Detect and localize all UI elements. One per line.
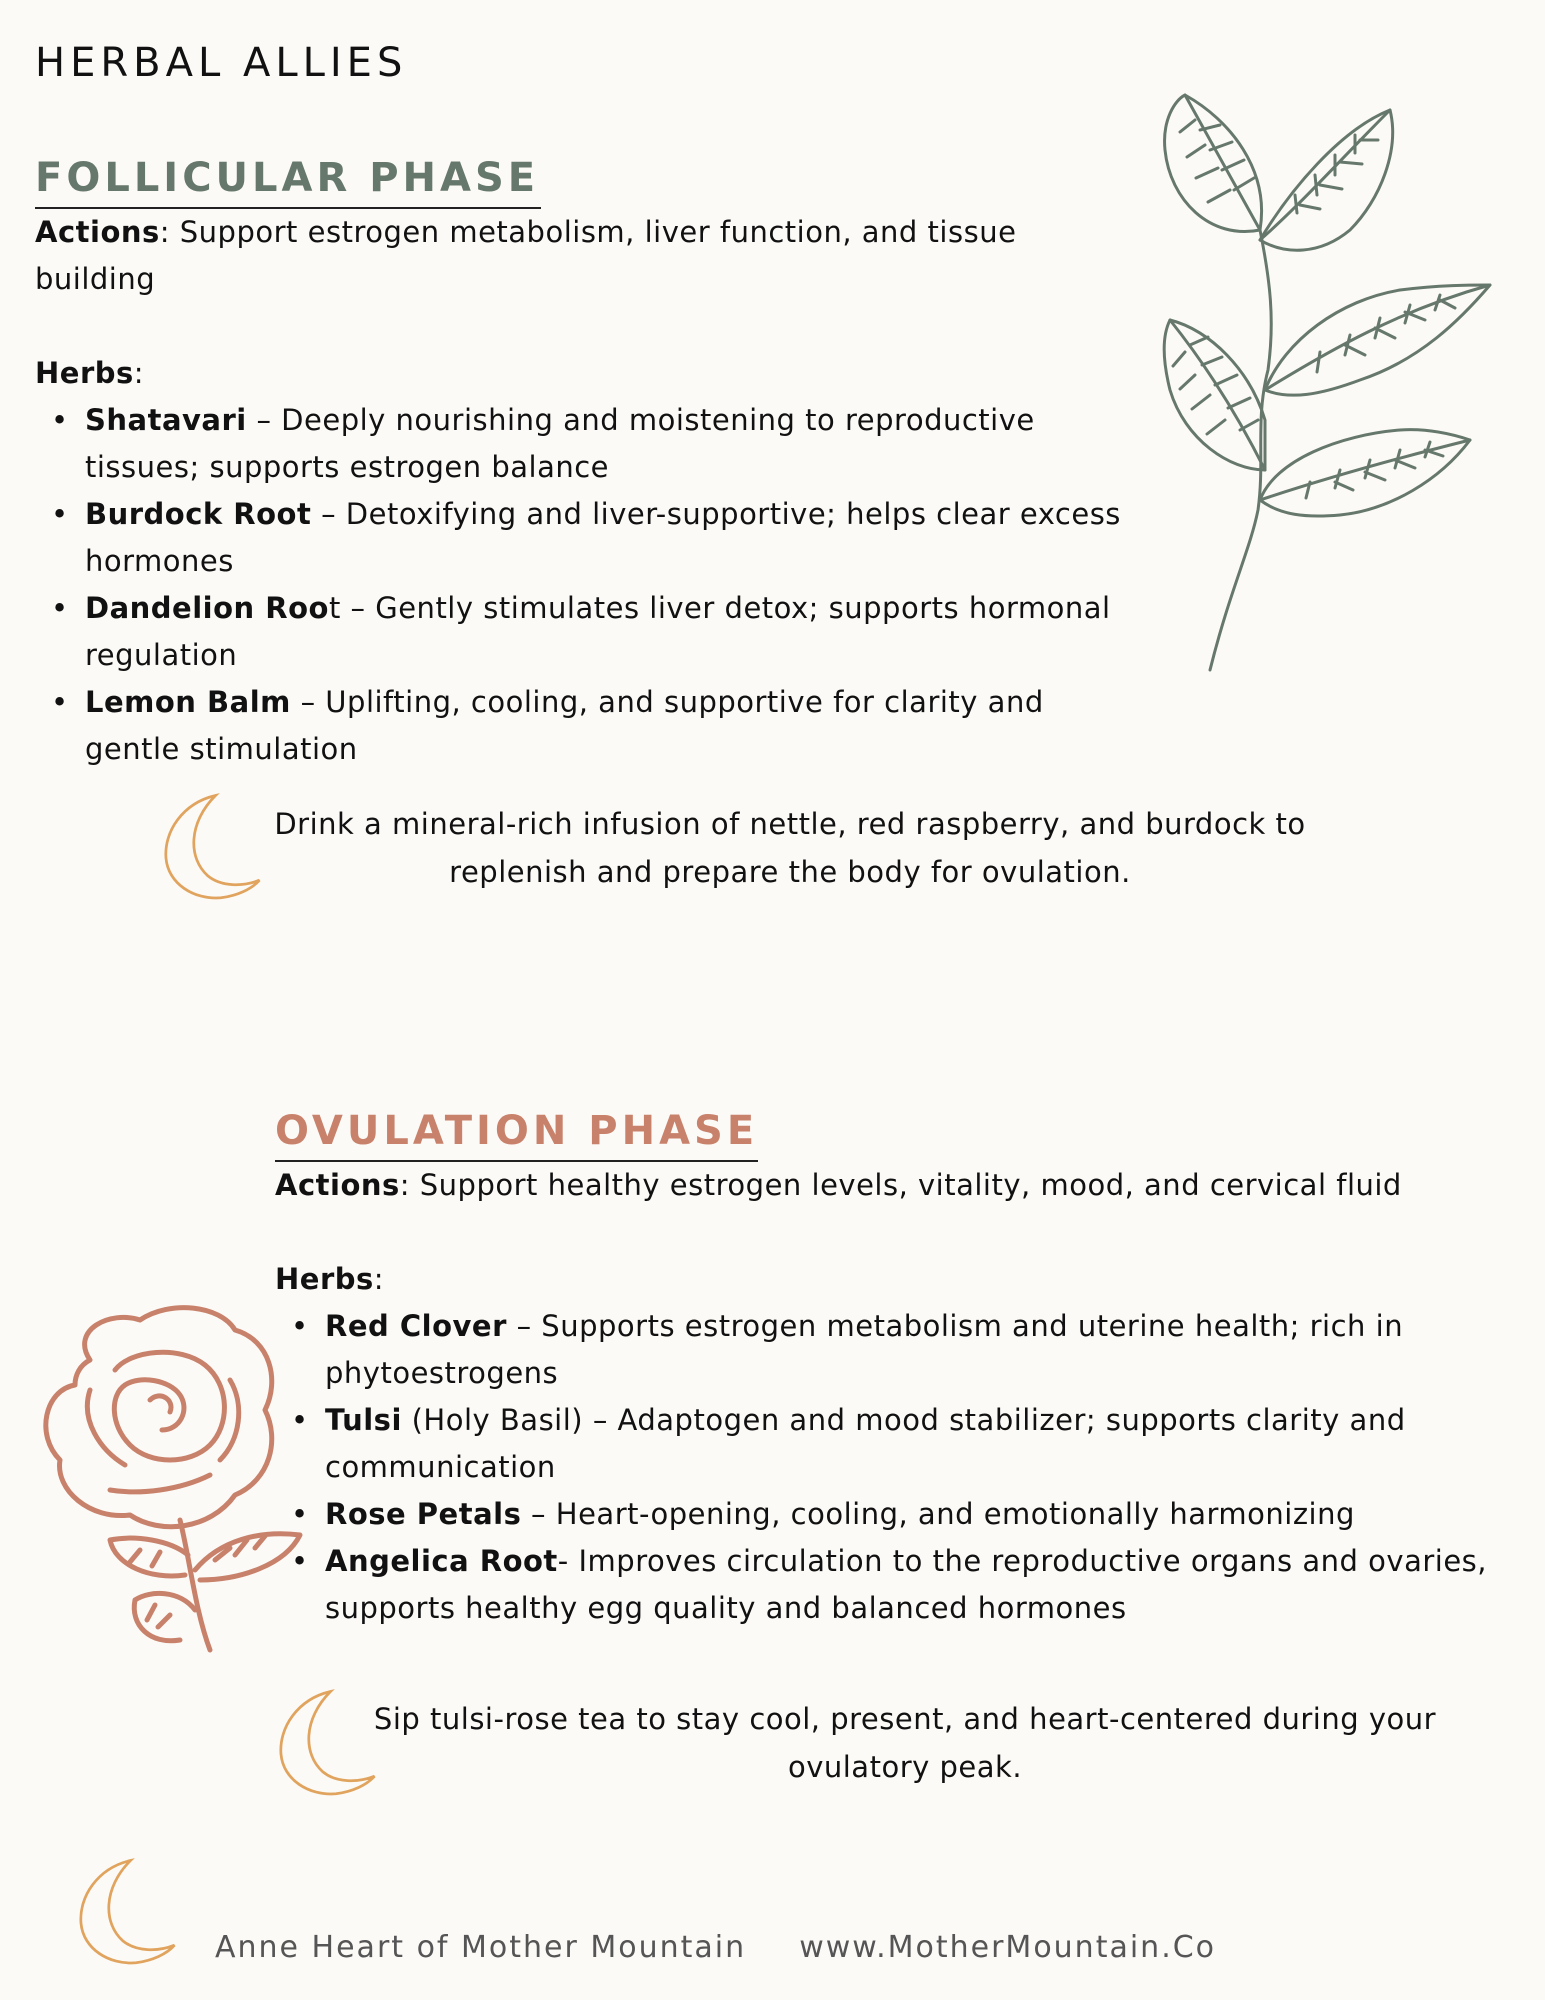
list-item <box>85 679 1145 773</box>
list-item <box>325 1491 1525 1538</box>
list-item <box>85 585 1145 679</box>
herb-desc: – Heart-opening, cooling, and emotionally harmonizing <box>521 1497 1355 1531</box>
herb-name: Lemon Balm <box>85 685 291 719</box>
list-item <box>325 1303 1525 1397</box>
crescent-moon-icon <box>270 1686 380 1796</box>
herb-desc: (Holy Basil) – Adaptogen and mood stabilizer; supports clarity and communication <box>325 1403 1406 1484</box>
list-item <box>325 1538 1525 1632</box>
ovulation-section <box>275 1108 1525 1632</box>
herbs-suffix: : <box>133 356 145 390</box>
crescent-moon-icon <box>70 1855 180 1965</box>
page-title: HERBAL ALLIES <box>35 40 408 86</box>
herbs-label: Herbs <box>275 1262 374 1296</box>
footer-website: www.MotherMountain.Co <box>799 1930 1217 1965</box>
herb-desc: – Supports estrogen metabolism and uterine health; rich in phytoestrogens <box>325 1309 1404 1390</box>
herb-name: Tulsi <box>325 1403 402 1437</box>
actions-label: Actions <box>35 215 160 249</box>
follicular-heading: FOLLICULAR PHASE <box>35 155 541 209</box>
ovulation-herb-list <box>275 1303 1525 1632</box>
herb-name: Dandelion Roo <box>85 591 329 625</box>
herb-desc: – Deeply nourishing and moistening to reproductive tissues; supports estrogen balance <box>85 403 1035 484</box>
herb-name: Rose Petals <box>325 1497 522 1531</box>
follicular-herb-list <box>35 397 1145 773</box>
ovulation-actions <box>275 1162 1525 1209</box>
list-item <box>325 1397 1525 1491</box>
follicular-tip: Drink a mineral-rich infusion of nettle, red raspberry, and burdock to replenish and prepare the body for ovulation. <box>274 807 1306 889</box>
list-item <box>85 397 1145 491</box>
herb-name: Burdock Root <box>85 497 312 531</box>
rose-icon <box>30 1290 310 1660</box>
herbs-suffix: : <box>373 1262 385 1296</box>
follicular-section <box>35 155 1145 773</box>
herb-name: Shatavari <box>85 403 247 437</box>
herb-name: Angelica Root <box>325 1544 558 1578</box>
herb-name: Red Clover <box>325 1309 507 1343</box>
actions-text: : Support estrogen metabolism, liver function, and tissue building <box>35 215 1017 296</box>
ovulation-herbs-label <box>275 1256 1525 1303</box>
footer-author: Anne Heart of Mother Mountain <box>215 1930 747 1965</box>
actions-text: : Support healthy estrogen levels, vitality, mood, and cervical fluid <box>399 1168 1402 1202</box>
herbs-label: Herbs <box>35 356 134 390</box>
herb-desc: t – Gently stimulates liver detox; supports hormonal regulation <box>85 591 1111 672</box>
eucalyptus-branch-icon <box>1140 90 1510 680</box>
actions-label: Actions <box>275 1168 400 1202</box>
herb-desc: – Detoxifying and liver-supportive; helps clear excess hormones <box>85 497 1121 578</box>
crescent-moon-icon <box>155 790 265 900</box>
ovulation-tip: Sip tulsi-rose tea to stay cool, present, and heart-centered during your ovulatory peak. <box>373 1702 1437 1784</box>
ovulation-heading: OVULATION PHASE <box>275 1108 758 1162</box>
list-item <box>85 491 1145 585</box>
follicular-herbs-label <box>35 350 1145 397</box>
herb-desc: - Improves circulation to the reproductive organs and ovaries, supports healthy egg quality and balanced hormones <box>325 1544 1487 1625</box>
follicular-actions <box>35 209 1145 303</box>
footer <box>215 1930 1355 1965</box>
herb-desc: – Uplifting, cooling, and supportive for clarity and gentle stimulation <box>85 685 1044 766</box>
